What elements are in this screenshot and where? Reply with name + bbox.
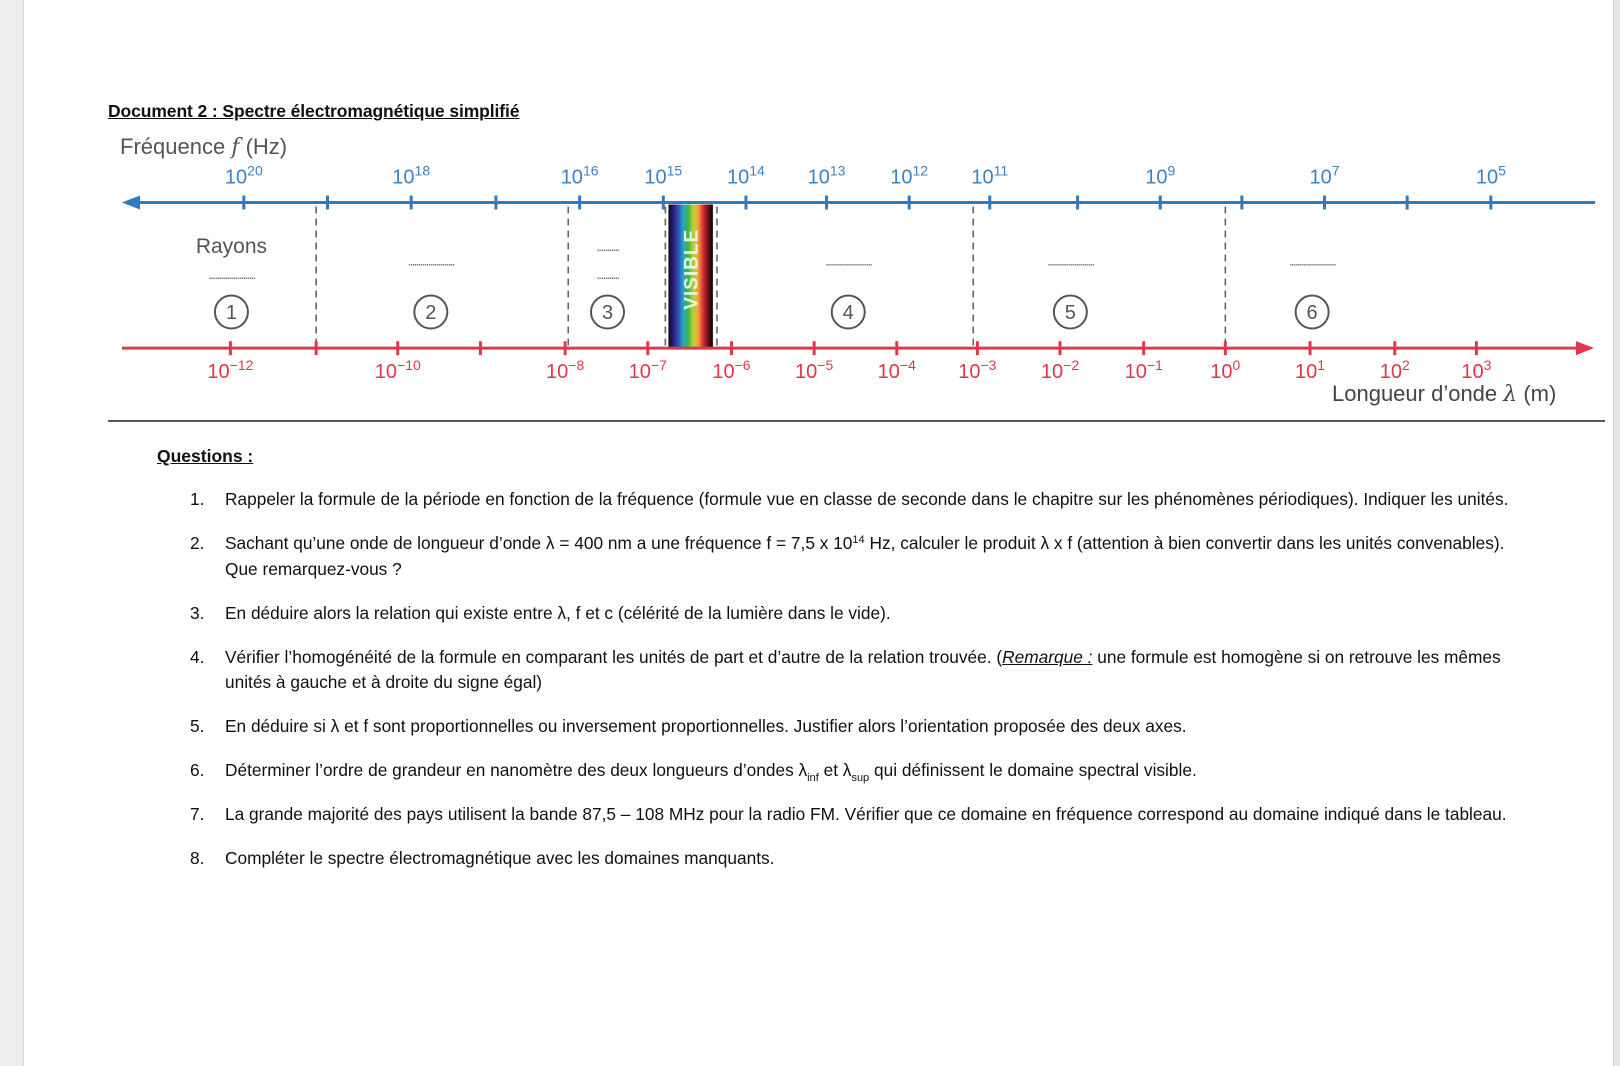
wavelength-tick-label: $10^{-5}$ <box>795 357 834 384</box>
remark-label: Remarque : <box>1002 646 1093 667</box>
question-item <box>190 802 1510 828</box>
question-number: 1. <box>190 489 205 509</box>
question-text: Rappeler la formule de la période en fonction de la fréquence (formule vue en classe de seconde dans le chapitre sur les phénomènes périodiques). Indiquer les unités. <box>225 489 1509 509</box>
domain-blank: ....................... <box>208 266 255 282</box>
document-title: Document 2 : Spectre électromagnétique simplifié <box>108 101 520 121</box>
domain-labels <box>196 235 1336 328</box>
domain-number: 3 <box>601 302 614 325</box>
domain-4 <box>825 254 872 329</box>
frequency-tick-label: $10^{14}$ <box>727 162 765 189</box>
wavelength-tick-label: $10^3$ <box>1461 357 1492 384</box>
section-divider <box>108 420 1605 422</box>
visible-label: VISIBLE <box>681 228 703 310</box>
domain-number: 2 <box>425 302 437 325</box>
frequency-axis <box>122 163 1595 210</box>
question-item <box>190 531 1510 582</box>
wavelength-arrow-head <box>1576 341 1594 355</box>
wavelength-tick-label: $10^{-4}$ <box>877 357 916 384</box>
question-number: 7. <box>190 804 205 824</box>
visible-band <box>668 205 712 348</box>
question-text: Sachant qu’une onde de longueur d’onde λ = 400 nm a une fréquence f = 7,5 x 10 <box>225 533 853 553</box>
question-text: En déduire alors la relation qui existe entre λ, f et c (célérité de la lumière dans le vide). <box>225 602 891 623</box>
domain-blank: ........... <box>596 239 619 255</box>
frequency-tick-label: $10^{18}$ <box>392 162 431 189</box>
domain-separators <box>316 207 1225 347</box>
wavelength-tick-label: $10^{-10}$ <box>374 357 421 384</box>
wavelength-tick-label: $10^{-2}$ <box>1040 357 1080 384</box>
spectrum-diagram <box>0 0 1620 420</box>
wavelength-tick-label: $10^1$ <box>1295 357 1326 384</box>
frequency-arrow-head <box>122 196 140 210</box>
question-number: 2. <box>190 533 205 553</box>
subscript-sup: sup <box>851 772 870 784</box>
wavelength-tick-label: $10^{-12}$ <box>207 357 254 384</box>
wavelength-axis-label <box>1332 381 1556 407</box>
frequency-tick-label: $10^{12}$ <box>890 162 929 189</box>
question-number: 4. <box>190 646 205 667</box>
frequency-label-prefix: Fréquence <box>120 134 232 159</box>
domain-blank: ....................... <box>825 253 872 269</box>
domain-number: 5 <box>1064 302 1076 325</box>
question-text: En déduire si λ et f sont proportionnelles ou inversement proportionnelles. Justifier alors l’orientation proposée des deux axes. <box>225 716 1187 736</box>
domain-blank: ........... <box>596 266 619 282</box>
domain-5 <box>1047 254 1094 329</box>
frequency-tick-label: $10^{11}$ <box>971 162 1009 189</box>
frequency-unit: (Hz) <box>239 134 288 159</box>
question-text: Vérifier l’homogénéité de la formule en comparant les unités de part et d’autre de la relation trouvée. ( <box>225 646 1003 667</box>
wavelength-axis <box>122 341 1594 383</box>
question-number: 8. <box>190 848 205 868</box>
domain-1 <box>196 235 267 328</box>
exponent: 14 <box>852 534 865 546</box>
frequency-tick-label: $10^9$ <box>1145 162 1176 189</box>
question-text: qui définissent le domaine spectral visible. <box>869 760 1197 780</box>
question-item <box>190 601 1510 627</box>
wavelength-tick-label: $10^{-3}$ <box>958 357 997 384</box>
domain-3 <box>591 239 624 328</box>
question-item <box>190 758 1510 784</box>
question-text: Compléter le spectre électromagnétique avec les domaines manquants. <box>225 848 775 868</box>
question-item <box>190 487 1510 513</box>
frequency-tick-label: $10^{15}$ <box>644 162 683 189</box>
questions-title: Questions : <box>157 446 254 466</box>
wavelength-tick-label: $10^{-6}$ <box>712 357 751 384</box>
frequency-tick-label: $10^{20}$ <box>224 162 263 189</box>
domain-number: 1 <box>225 302 237 325</box>
wavelength-tick-label: $10^0$ <box>1210 357 1241 384</box>
frequency-tick-label: $10^{16}$ <box>560 162 599 189</box>
domain-6 <box>1289 254 1336 329</box>
domain-blank: ....................... <box>1288 253 1336 269</box>
frequency-tick-label: $10^{13}$ <box>807 162 846 189</box>
question-number: 5. <box>190 716 205 736</box>
domain-number: 4 <box>842 302 854 325</box>
question-text: et λ <box>818 760 852 780</box>
wavelength-tick-label: $10^{-1}$ <box>1124 357 1163 384</box>
question-number: 6. <box>190 760 205 780</box>
question-item <box>190 645 1510 696</box>
question-text: une formule est homogène si on retrouve les mêmes unités à gauche et à droite du signe égal) <box>225 646 1501 692</box>
domain-blank: ....................... <box>407 253 454 269</box>
questions-list <box>190 487 1510 890</box>
wavelength-tick-label: $10^{-7}$ <box>628 357 667 384</box>
wavelength-label-prefix: Longueur d’onde <box>1332 381 1504 406</box>
domain-name: Rayons <box>195 235 268 259</box>
wavelength-tick-label: $10^2$ <box>1379 357 1410 384</box>
question-number: 3. <box>190 602 205 623</box>
question-item <box>190 714 1510 740</box>
domain-2 <box>408 254 455 329</box>
lambda-symbol: λ <box>1503 382 1518 407</box>
domain-number: 6 <box>1306 302 1318 325</box>
wavelength-tick-label: $10^{-8}$ <box>546 357 585 384</box>
frequency-tick-label: $10^5$ <box>1475 162 1506 189</box>
wavelength-unit: (m) <box>1517 381 1557 406</box>
domain-blank: ....................... <box>1047 253 1094 269</box>
subscript-inf: inf <box>807 772 819 784</box>
question-text: Hz, calculer le produit λ x f (attention à bien convertir dans les unités convenables). Que remarquez-vous ? <box>225 533 1505 579</box>
question-item <box>190 846 1510 872</box>
question-text: La grande majorité des pays utilisent la bande 87,5 – 108 MHz pour la radio FM. Vérifier que ce domaine en fréquence correspond au domaine indiqué dans le tableau. <box>225 804 1507 824</box>
frequency-symbol: f <box>231 135 240 160</box>
frequency-tick-label: $10^7$ <box>1309 162 1340 189</box>
question-text: Déterminer l’ordre de grandeur en nanomètre des deux longueurs d’ondes λ <box>225 760 808 780</box>
